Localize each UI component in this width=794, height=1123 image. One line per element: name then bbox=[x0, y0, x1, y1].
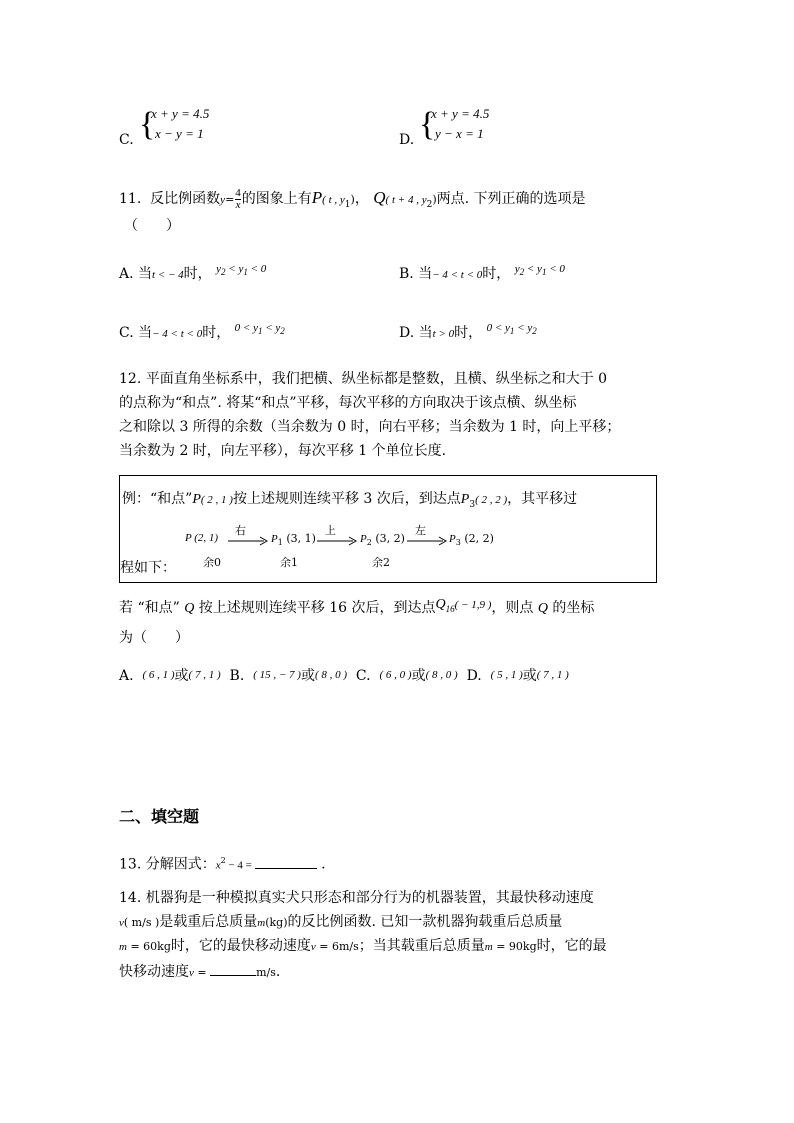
q10-option-c bbox=[119, 104, 319, 152]
equation: x − y = 1 bbox=[155, 126, 204, 141]
answer-blank[interactable] bbox=[210, 959, 256, 976]
q13: 13. 分解因式：$x^2 - 4$ = . bbox=[119, 849, 326, 878]
q12-line: 12. 平面直角坐标系中，我们把横、纵坐标都是整数，且横、纵坐标之和大于 0 bbox=[119, 371, 608, 387]
q12-option-b[interactable]: B. ( 15 , − 7 )或( 8 , 0 ) bbox=[229, 668, 348, 684]
math: y bbox=[220, 194, 226, 206]
q11-option-c[interactable]: C. 当− 4 < t < 0时， $^{0 < y_1 < y_2}$ bbox=[119, 322, 285, 341]
q12-options bbox=[119, 664, 569, 689]
right-arrow-icon bbox=[228, 536, 268, 546]
option-label: D. bbox=[399, 132, 415, 148]
q14-line: 14. 机器狗是一种模拟真实犬只形态和部分行为的机器装置，其最快移动速度 bbox=[119, 890, 594, 906]
equation: x + y = 4.5 bbox=[431, 106, 490, 121]
remainder-label: 余1 bbox=[280, 556, 298, 569]
q14-line: 快移动速度v = m/s. bbox=[119, 959, 280, 985]
arrow-label: 上 bbox=[325, 524, 336, 537]
brace-icon: { bbox=[139, 106, 156, 143]
math: ( t + 4 , y bbox=[385, 194, 427, 206]
q11-option-d[interactable]: D. 当t > 0时， $^{0 < y_1 < y_2}$ bbox=[399, 322, 537, 341]
flow-node: $P_3$ (2, 2) bbox=[449, 532, 494, 548]
q12-option-a[interactable]: A. ( 6 , 1 )或( 7 , 1 ) bbox=[119, 668, 221, 684]
math: Q bbox=[373, 188, 386, 207]
q14-line: v( m/s )是载重后总质量m(kg)的反比例函数. 已知一款机器狗载重后总质量 bbox=[119, 914, 563, 930]
fraction: $\frac{4}{x}$ bbox=[235, 186, 241, 211]
q10-option-d bbox=[399, 104, 599, 152]
right-arrow-icon bbox=[317, 536, 357, 546]
example-text: 例：“和点”P( 2 , 1 )按上述规则连续平移 3 次后，到达点$P_3$( 2 , 2 )，其平移过 bbox=[122, 491, 578, 510]
math: ( t , y bbox=[322, 194, 345, 206]
brace-icon: { bbox=[419, 106, 436, 143]
q12-line: 的点称为“和点”. 将某“和点”平移，每次平移的方向取决于该点横、纵坐标 bbox=[119, 395, 577, 411]
text: 的图象上有 bbox=[241, 191, 312, 207]
equation: y − x = 1 bbox=[435, 126, 484, 141]
section-title: 二、填空题 bbox=[119, 807, 200, 826]
q11-option-a[interactable]: A. 当t < − 4时， $^{y_2 < y_1 < 0}$ bbox=[119, 263, 267, 282]
answer-paren: （ ） bbox=[124, 218, 180, 234]
q12-option-c[interactable]: C. ( 6 , 0 )或( 8 , 0 ) bbox=[355, 668, 458, 684]
remainder-label: 余2 bbox=[372, 556, 390, 569]
flow-node: $P_2$ (3, 2) bbox=[360, 532, 405, 548]
answer-paren: 为（ ） bbox=[119, 630, 189, 646]
q14-line: m = 60kg时，它的最快移动速度v = 6m/s；当其载重后总质量m = 90kg时，它的最 bbox=[119, 938, 607, 954]
q11-option-b[interactable]: B. 当− 4 < t < 0时， $^{y_2 < y_1 < 0}$ bbox=[399, 263, 565, 282]
q12-option-d[interactable]: D. ( 5 , 1 )或( 7 , 1 ) bbox=[466, 668, 569, 684]
example-text: 程如下： bbox=[120, 560, 176, 576]
right-arrow-icon bbox=[407, 536, 447, 546]
math: = bbox=[225, 193, 235, 206]
remainder-label: 余0 bbox=[203, 556, 221, 569]
equation: x + y = 4.5 bbox=[151, 106, 210, 121]
text: 反比例函数 bbox=[150, 191, 221, 207]
q12-line: 当余数为 2 时，向左平移），每次平移 1 个单位长度. bbox=[119, 443, 447, 459]
q12-question: 若 “和点” Q 按上述规则连续平移 16 次后，到达点$Q_{16}^{( - 1,9 )}$，则点 Q 的坐标 bbox=[119, 597, 595, 616]
question-number: 11. bbox=[119, 191, 142, 207]
translation-flow bbox=[185, 522, 505, 570]
arrow-label: 右 bbox=[235, 524, 246, 537]
q11-stem: 11. 反比例函数y= $\frac{4}{x}$ 的图象上有P( t , $y_1$)， Q( t + 4 , $y_2$)两点. 下列正确的选项是 bbox=[119, 186, 586, 211]
text: 两点. 下列正确的选项是 bbox=[436, 191, 586, 207]
option-label: C. bbox=[119, 132, 134, 148]
flow-node: $P_1$ (3, 1) bbox=[271, 532, 316, 548]
math: P bbox=[311, 188, 323, 207]
arrow-label: 左 bbox=[415, 524, 426, 537]
q12-line: 之和除以 3 所得的余数（当余数为 0 时，向右平移；当余数为 1 时，向上平移； bbox=[119, 419, 621, 435]
answer-blank[interactable] bbox=[255, 852, 317, 869]
flow-node: P (2, 1) bbox=[185, 532, 219, 544]
